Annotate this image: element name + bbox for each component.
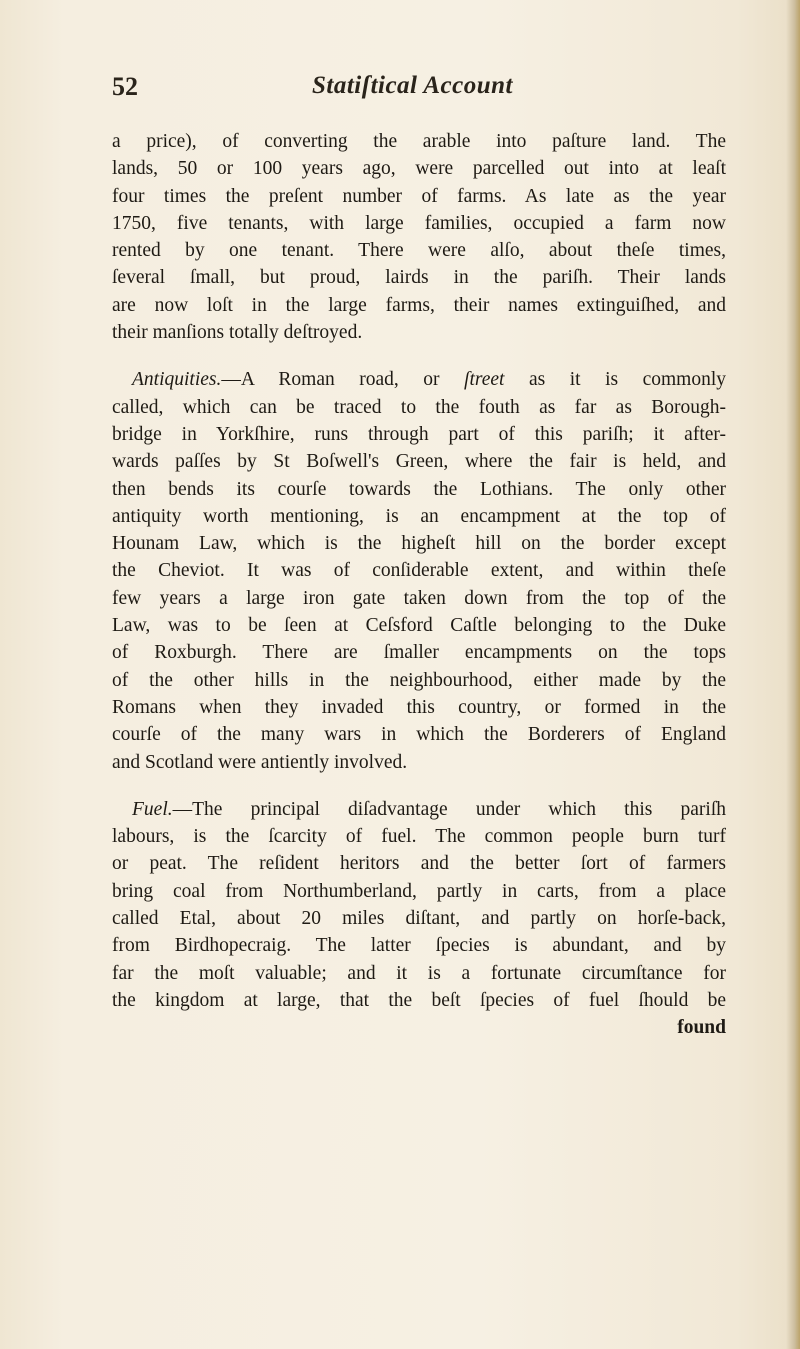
text-line: the kingdom at large, that the beſt ſpecies of fuel ſhould be: [112, 989, 726, 1011]
text-line: and Scotland were antiently involved.: [112, 751, 408, 773]
paragraph-gap: [112, 776, 726, 796]
page-edge-shadow: [786, 0, 800, 1349]
fuel-first-line: [112, 796, 726, 823]
text-line: bridge in Yorkſhire, runs through part of this pariſh; it after-: [112, 423, 726, 445]
fuel-first-line-text: —The principal diſadvantage under which this pariſh: [172, 798, 726, 820]
fuel-heading: Fuel.: [132, 798, 173, 820]
text-line: Romans when they invaded this country, or formed in the: [112, 696, 726, 718]
text-line: Law, was to be ſeen at Ceſsford Caſtle belonging to the Duke: [112, 615, 726, 637]
antiquities-suffix: as it is commonly: [504, 369, 727, 391]
text-line: rented by one tenant. There were alſo, about theſe times,: [112, 240, 726, 262]
text-line: are now loſt in the large farms, their names extinguiſhed, and: [112, 294, 726, 316]
text-line: from Birdhopecraig. The latter ſpecies is abundant, and by: [112, 935, 726, 957]
text-line: or peat. The reſident heritors and the better ſort of farmers: [112, 853, 726, 875]
antiquities-prefix: —A Roman road, or: [221, 369, 465, 391]
text-line: four times the preſent number of farms. As late as the year: [112, 185, 726, 207]
paragraph-gap: [112, 346, 726, 366]
text-line: bring coal from Northumberland, partly in carts, from a place: [112, 880, 726, 902]
running-title: Statiſtical Account: [312, 72, 513, 99]
antiquities-first-line: [112, 366, 726, 393]
text-line: 1750, five tenants, with large families, occupied a farm now: [112, 212, 726, 234]
text-line: ſeveral ſmall, but proud, lairds in the pariſh. Their lands: [112, 267, 726, 289]
text-line: their manſions totally deſtroyed.: [112, 322, 363, 344]
text-line: courſe of the many wars in which the Borderers of England: [112, 724, 726, 746]
text-line: labours, is the ſcarcity of fuel. The common people burn turf: [112, 826, 726, 848]
body-text: [112, 128, 726, 1042]
text-line: called Etal, about 20 miles diſtant, and partly on horſe-back,: [112, 908, 726, 930]
antiquities-italic-word: ſtreet: [464, 369, 505, 391]
text-line: far the moſt valuable; and it is a fortunate circumſtance for: [112, 962, 726, 984]
page-number: 52: [112, 72, 138, 101]
catchword: found: [677, 1017, 726, 1039]
text-line: called, which can be traced to the fouth as far as Borough-: [112, 396, 726, 418]
text-line: wards paſſes by St Boſwell's Green, where the fair is held, and: [112, 451, 726, 473]
text-line: of Roxburgh. There are ſmaller encampments on the tops: [112, 642, 726, 664]
text-line: of the other hills in the neighbourhood, either made by the: [112, 669, 726, 691]
antiquities-heading: Antiquities.: [132, 369, 222, 391]
text-line: then bends its courſe towards the Lothians. The only other: [112, 478, 726, 500]
page-header: [112, 72, 720, 112]
text-line: the Cheviot. It was of conſiderable extent, and within theſe: [112, 560, 726, 582]
text-line: a price), of converting the arable into paſture land. The: [112, 131, 726, 152]
text-line: Hounam Law, which is the higheſt hill on the border except: [112, 533, 726, 555]
text-line: few years a large iron gate taken down from the top of the: [112, 587, 726, 609]
text-line: lands, 50 or 100 years ago, were parcelled out into at leaſt: [112, 158, 726, 180]
text-line: antiquity worth mentioning, is an encampment at the top of: [112, 505, 726, 527]
